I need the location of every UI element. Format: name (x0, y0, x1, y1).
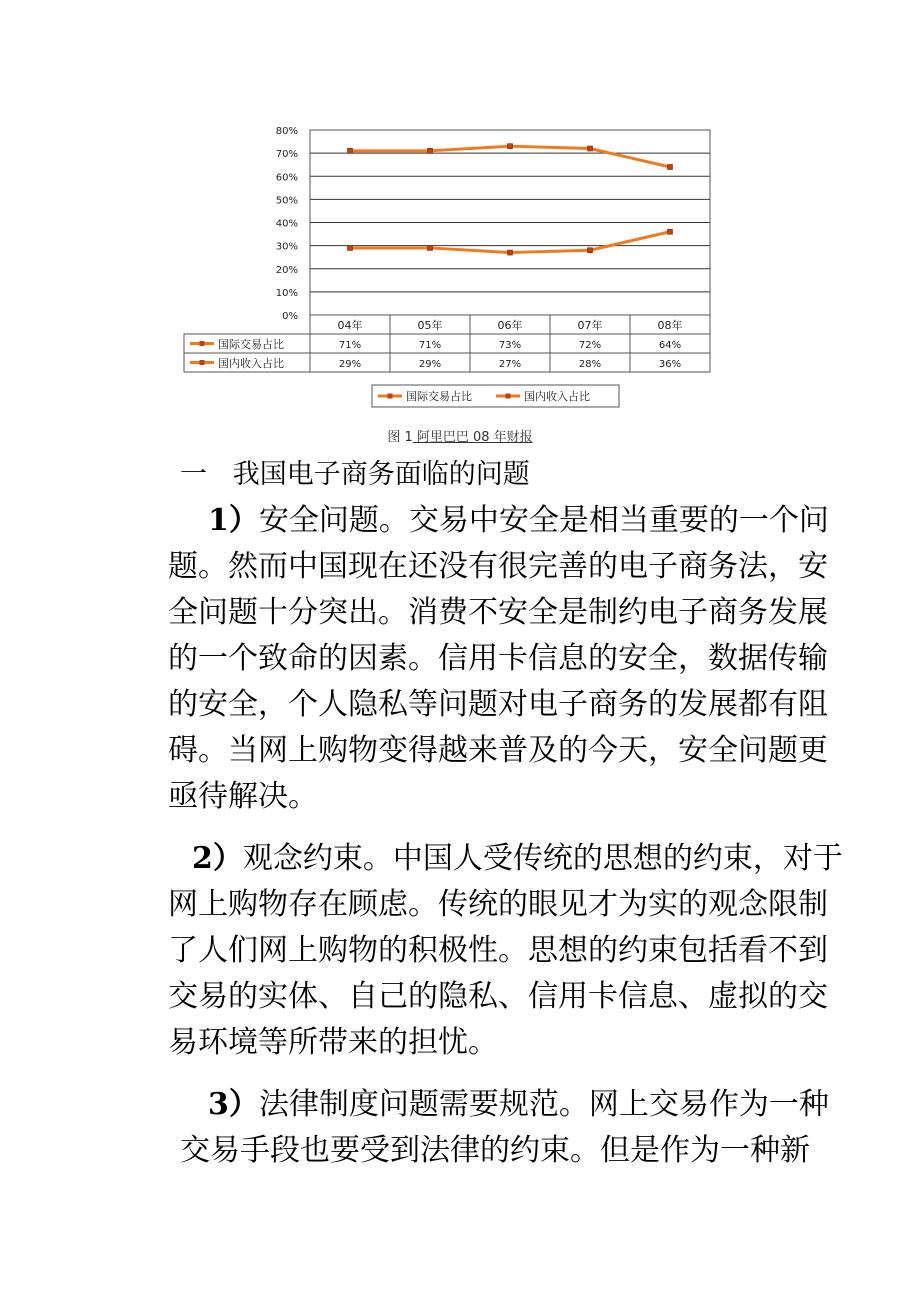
paragraph-line (168, 1020, 498, 1066)
x-category-label: 06年 (497, 319, 523, 332)
caption-text: 阿里巴巴 08 年财报 (412, 430, 533, 445)
paragraph-line (168, 974, 828, 1020)
paragraph-line (168, 636, 828, 682)
section-heading: 一 我国电子商务面临的问题 (180, 459, 530, 490)
y-tick-label: 60% (275, 172, 298, 184)
x-category-label: 04年 (337, 319, 363, 332)
row-key-marker (200, 360, 205, 365)
line-text: 网上购物存在顾虑。传统的眼见才为实的观念限制 (168, 887, 828, 922)
y-tick-label: 80% (275, 126, 298, 137)
series-line-2 (350, 232, 670, 253)
y-tick-label: 20% (275, 264, 298, 276)
paragraph-line (168, 682, 828, 728)
legend-label: 国内收入占比 (524, 390, 590, 403)
y-tick-label: 10% (275, 287, 298, 299)
table-row-header: 国内收入占比 (218, 357, 284, 370)
table-cell-value: 28% (578, 359, 602, 370)
table-row-header: 国际交易占比 (218, 338, 284, 351)
list-number: 2） (192, 841, 243, 876)
data-point (428, 245, 433, 250)
line-text: 的安全，个人隐私等问题对电子商务的发展都有阻 (168, 687, 828, 722)
line-text: 法律制度问题需要规范。网上交易作为一种 (258, 1087, 829, 1122)
table-cell-value: 72% (578, 340, 602, 351)
data-point (668, 165, 673, 170)
table-cell-value: 73% (498, 340, 522, 351)
table-cell-value: 36% (658, 359, 682, 370)
paragraph-line (168, 590, 828, 636)
line-text: 易环境等所带来的担忧。 (168, 1025, 498, 1060)
y-tick-label: 40% (275, 218, 298, 230)
data-point (588, 146, 593, 151)
line-text: 题。然而中国现在还没有很完善的电子商务法，安 (168, 549, 828, 584)
data-point (348, 148, 353, 153)
paragraph-line (168, 928, 828, 974)
line-text: 亟待解决。 (168, 779, 318, 814)
data-point (668, 229, 673, 234)
line-text: 了人们网上购物的积极性。思想的约束包括看不到 (168, 933, 828, 968)
line-text: 安全问题。交易中安全是相当重要的一个问 (258, 503, 829, 538)
line-text: 全问题十分突出。消费不安全是制约电子商务发展 (168, 595, 828, 630)
x-category-label: 07年 (577, 319, 603, 332)
paragraph-line (192, 836, 843, 882)
data-point (348, 245, 353, 250)
paragraph-line (168, 774, 318, 820)
data-point (588, 248, 593, 253)
line-text: 交易手段也要受到法律的约束。但是作为一种新 (180, 1133, 810, 1168)
figure-caption (0, 426, 920, 445)
caption-prefix: 图 1 (387, 430, 413, 445)
data-point (508, 144, 513, 149)
paragraph-line (208, 498, 829, 544)
data-point (428, 148, 433, 153)
legend-marker (506, 394, 511, 399)
table-cell-value: 71% (418, 340, 442, 351)
table-cell-value: 71% (338, 340, 362, 351)
table-cell-value: 29% (418, 359, 442, 370)
paragraph-line (168, 882, 828, 928)
row-key-marker (200, 341, 205, 346)
y-tick-label: 50% (275, 195, 298, 207)
paragraph-line (168, 544, 828, 590)
paragraph-line (208, 1082, 829, 1128)
data-point (508, 250, 513, 255)
line-text: 交易的实体、自己的隐私、信用卡信息、虚拟的交 (168, 979, 828, 1014)
series-line-1 (350, 146, 670, 167)
x-category-label: 08年 (657, 319, 683, 332)
y-tick-label: 30% (275, 241, 298, 253)
line-text: 碍。当网上购物变得越来普及的今天，安全问题更 (168, 733, 828, 768)
y-tick-label: 70% (275, 149, 298, 161)
line-chart (180, 118, 740, 418)
x-category-label: 05年 (417, 319, 443, 332)
paragraph-line (180, 1128, 810, 1174)
y-tick-label: 0% (282, 311, 298, 322)
table-cell-value: 29% (338, 359, 362, 370)
table-cell-value: 27% (498, 359, 522, 370)
list-number: 3） (208, 1087, 259, 1122)
line-text: 的一个致命的因素。信用卡信息的安全，数据传输 (168, 641, 828, 676)
line-text: 观念约束。中国人受传统的思想的约束，对于 (242, 841, 843, 876)
legend-marker (388, 394, 393, 399)
legend-label: 国际交易占比 (406, 390, 472, 403)
table-cell-value: 64% (658, 340, 682, 351)
paragraph-line (168, 728, 828, 774)
list-number: 1） (208, 503, 259, 538)
